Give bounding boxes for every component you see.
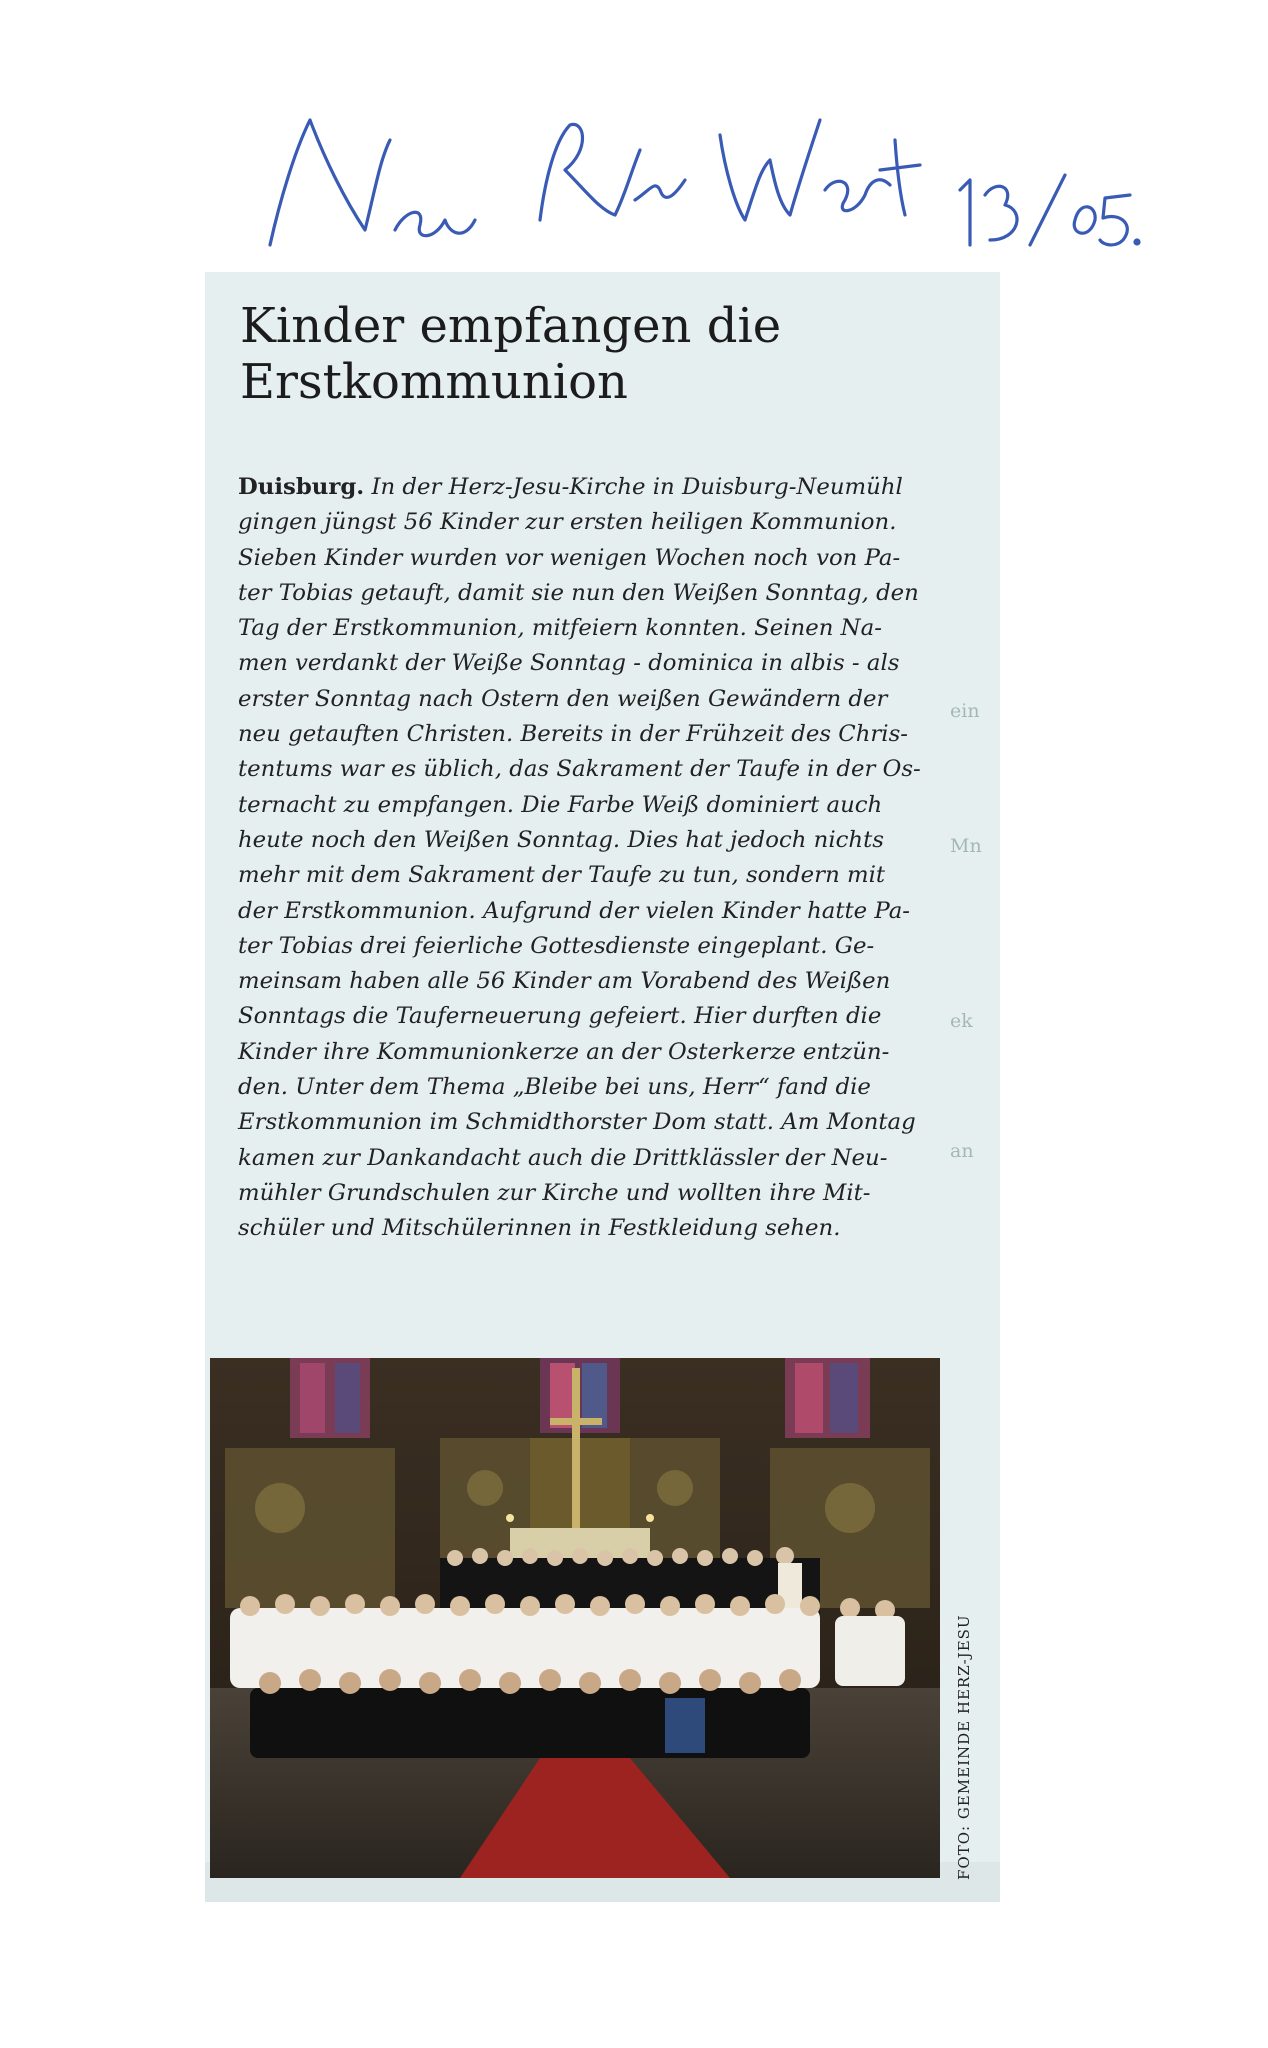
handwritten-note [255, 80, 1155, 280]
group-photo [210, 1358, 940, 1878]
body-line: Sonntags die Tauferneuerung gefeiert. Hier durften die [238, 1003, 882, 1030]
body-line: den. Unter dem Thema „Bleibe bei uns, Herr“ fand die [238, 1074, 871, 1101]
headline-line-1: Kinder empfangen die [240, 298, 782, 354]
body-line: gingen jüngst 56 Kinder zur ersten heiligen Kommunion. [238, 509, 897, 536]
article-headline [240, 298, 940, 410]
body-line: der Erstkommunion. Aufgrund der vielen Kinder hatte Pa- [238, 897, 911, 924]
body-line: ter Tobias drei feierliche Gottesdienste eingeplant. Ge- [238, 932, 875, 959]
bleed-through-text: an [950, 1140, 974, 1162]
headline-line-2: Erstkommunion [240, 354, 628, 410]
article-body [238, 470, 998, 1247]
body-line: Kinder ihre Kommunionkerze an der Osterkerze entzün- [238, 1038, 890, 1065]
body-line: neu getauften Christen. Bereits in der Frühzeit des Chris- [238, 721, 908, 748]
body-line: erster Sonntag nach Ostern den weißen Gewändern der [238, 685, 888, 712]
bleed-through-text: ein [950, 700, 980, 722]
photo-credit: FOTO: GEMEINDE HERZ-JESU [955, 1614, 973, 1880]
dateline: Duisburg. [238, 474, 365, 500]
body-line: schüler und Mitschülerinnen in Festkleidung sehen. [238, 1215, 841, 1242]
bleed-through-text: ek [950, 1010, 973, 1032]
body-line: meinsam haben alle 56 Kinder am Vorabend des Weißen [238, 968, 891, 995]
body-line: ter Tobias getauft, damit sie nun den Weißen Sonntag, den [238, 579, 919, 606]
body-line: kamen zur Dankandacht auch die Drittklässler der Neu- [238, 1144, 888, 1171]
church-scene-illustration [210, 1358, 940, 1878]
body-line: tentums war es üblich, das Sakrament der Taufe in der Os- [238, 756, 921, 783]
body-line: Erstkommunion im Schmidthorster Dom statt. Am Montag [238, 1109, 916, 1136]
body-line: ternacht zu empfangen. Die Farbe Weiß dominiert auch [238, 791, 883, 818]
body-line: Duisburg. In der Herz-Jesu-Kirche in Duisburg-Neumühl [238, 474, 903, 500]
bleed-through-text: Mn [950, 835, 982, 857]
body-line: men verdankt der Weiße Sonntag - dominica in albis - als [238, 650, 900, 677]
body-line: mehr mit dem Sakrament der Taufe zu tun, sondern mit [238, 862, 886, 889]
body-line: heute noch den Weißen Sonntag. Dies hat jedoch nichts [238, 826, 884, 853]
body-line: mühler Grundschulen zur Kirche und wollten ihre Mit- [238, 1179, 871, 1206]
body-line: Tag der Erstkommunion, mitfeiern konnten. Seinen Na- [238, 615, 882, 642]
body-line: Sieben Kinder wurden vor wenigen Wochen noch von Pa- [238, 544, 901, 571]
